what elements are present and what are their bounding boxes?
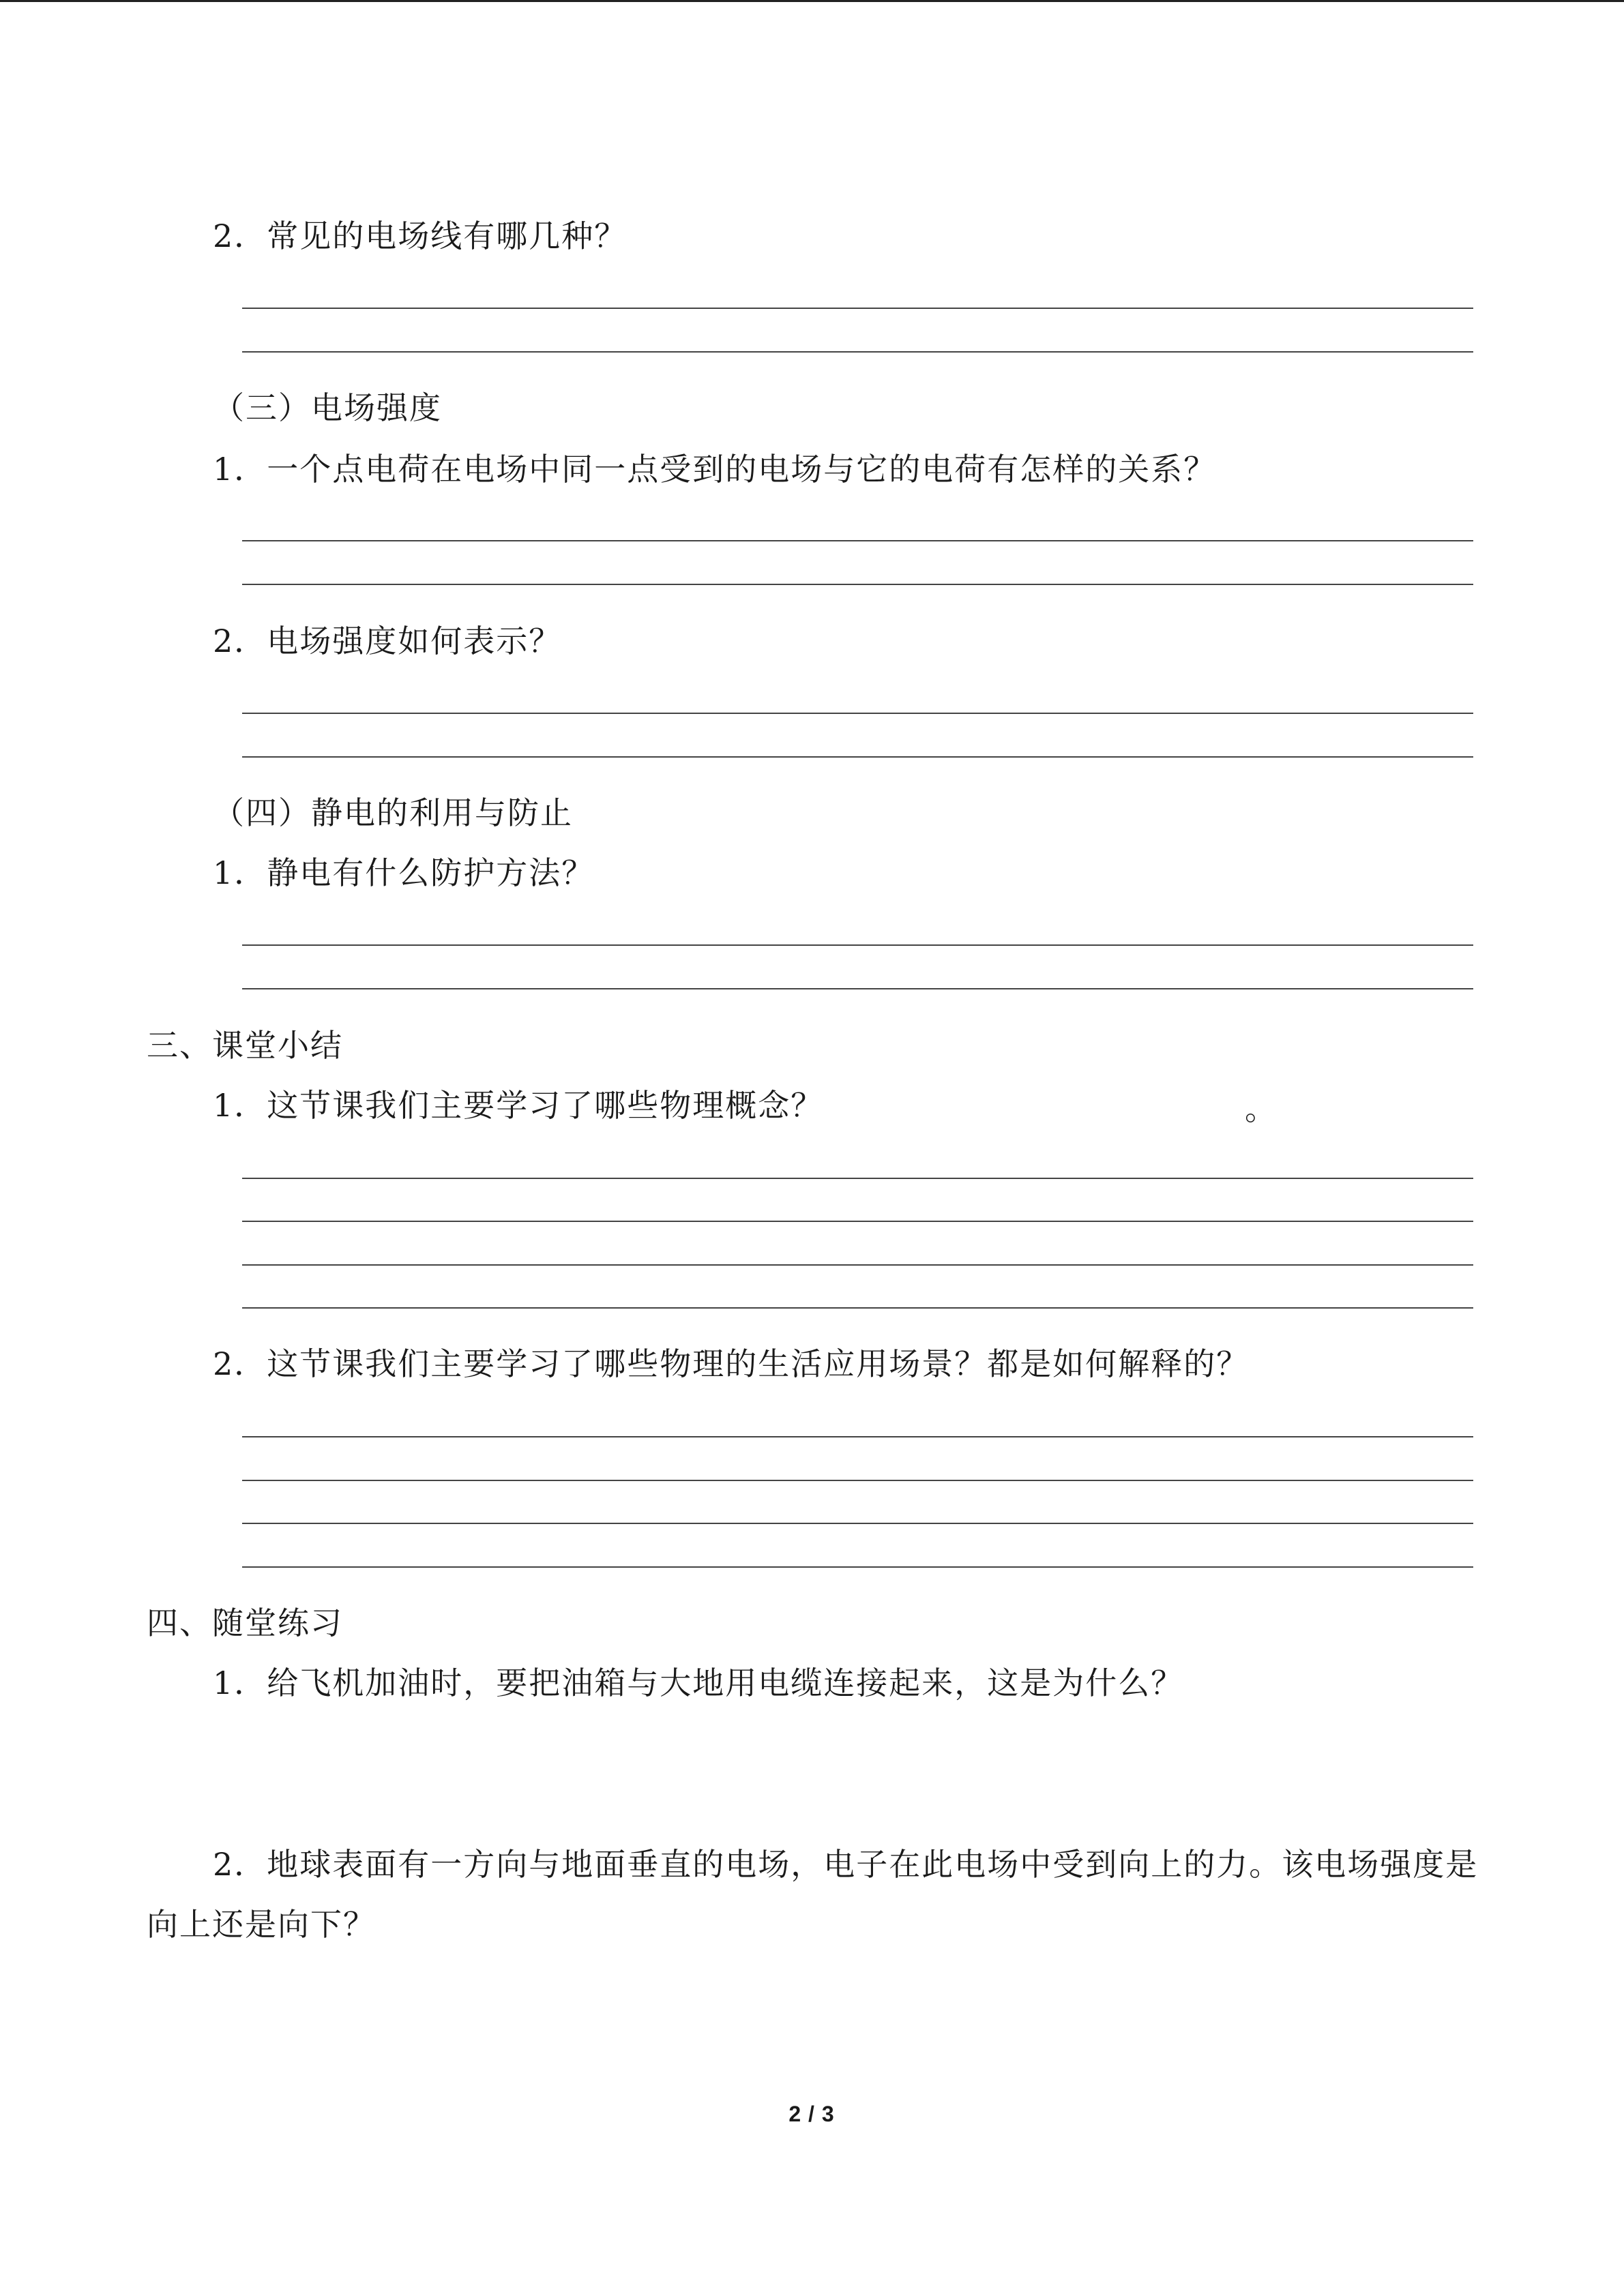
answer-line <box>242 988 1473 989</box>
answer-line <box>242 1523 1473 1524</box>
answer-line <box>242 351 1473 353</box>
answer-line <box>242 1436 1473 1437</box>
answer-line <box>242 1221 1473 1222</box>
answer-line <box>242 713 1473 714</box>
answer-line <box>242 1480 1473 1481</box>
practice-question-2-line-1: 2．地球表面有一方向与地面垂直的电场，电子在此电场中受到向上的力。该电场强度是 <box>213 1846 1479 1883</box>
question-2-field-lines: 2．常见的电场线有哪几种？ <box>213 218 628 254</box>
top-border <box>0 0 1624 2</box>
section-heading-summary: 三、课堂小结 <box>147 1027 343 1064</box>
answer-line <box>242 584 1473 585</box>
summary-question-1: 1．这节课我们主要学习了哪些物理概念？ <box>213 1087 824 1124</box>
answer-line <box>242 1178 1473 1179</box>
subsection-heading-electrostatics: （四）静电的利用与防止 <box>213 794 573 831</box>
answer-line <box>242 1307 1473 1309</box>
answer-line <box>242 540 1473 541</box>
answer-line <box>242 756 1473 758</box>
page-number: 2 / 3 <box>788 2102 835 2126</box>
practice-question-2-line-2: 向上还是向下？ <box>147 1906 376 1943</box>
period-mark: 。 <box>1245 1090 1276 1127</box>
section-heading-practice: 四、随堂练习 <box>147 1605 343 1641</box>
answer-line <box>242 1264 1473 1266</box>
summary-question-2: 2．这节课我们主要学习了哪些物理的生活应用场景？都是如何解释的？ <box>213 1345 1250 1382</box>
answer-line <box>242 308 1473 309</box>
practice-question-1: 1．给飞机加油时，要把油箱与大地用电缆连接起来，这是为什么？ <box>213 1665 1184 1701</box>
subsection-heading-field-strength: （三）电场强度 <box>213 389 442 426</box>
answer-line <box>242 1566 1473 1568</box>
question-1-point-charge: 1．一个点电荷在电场中同一点受到的电场与它的电荷有怎样的关系？ <box>213 451 1217 488</box>
question-2-field-strength: 2．电场强度如何表示？ <box>213 623 562 659</box>
answer-line <box>242 944 1473 946</box>
question-1-protection: 1．静电有什么防护方法？ <box>213 854 595 891</box>
